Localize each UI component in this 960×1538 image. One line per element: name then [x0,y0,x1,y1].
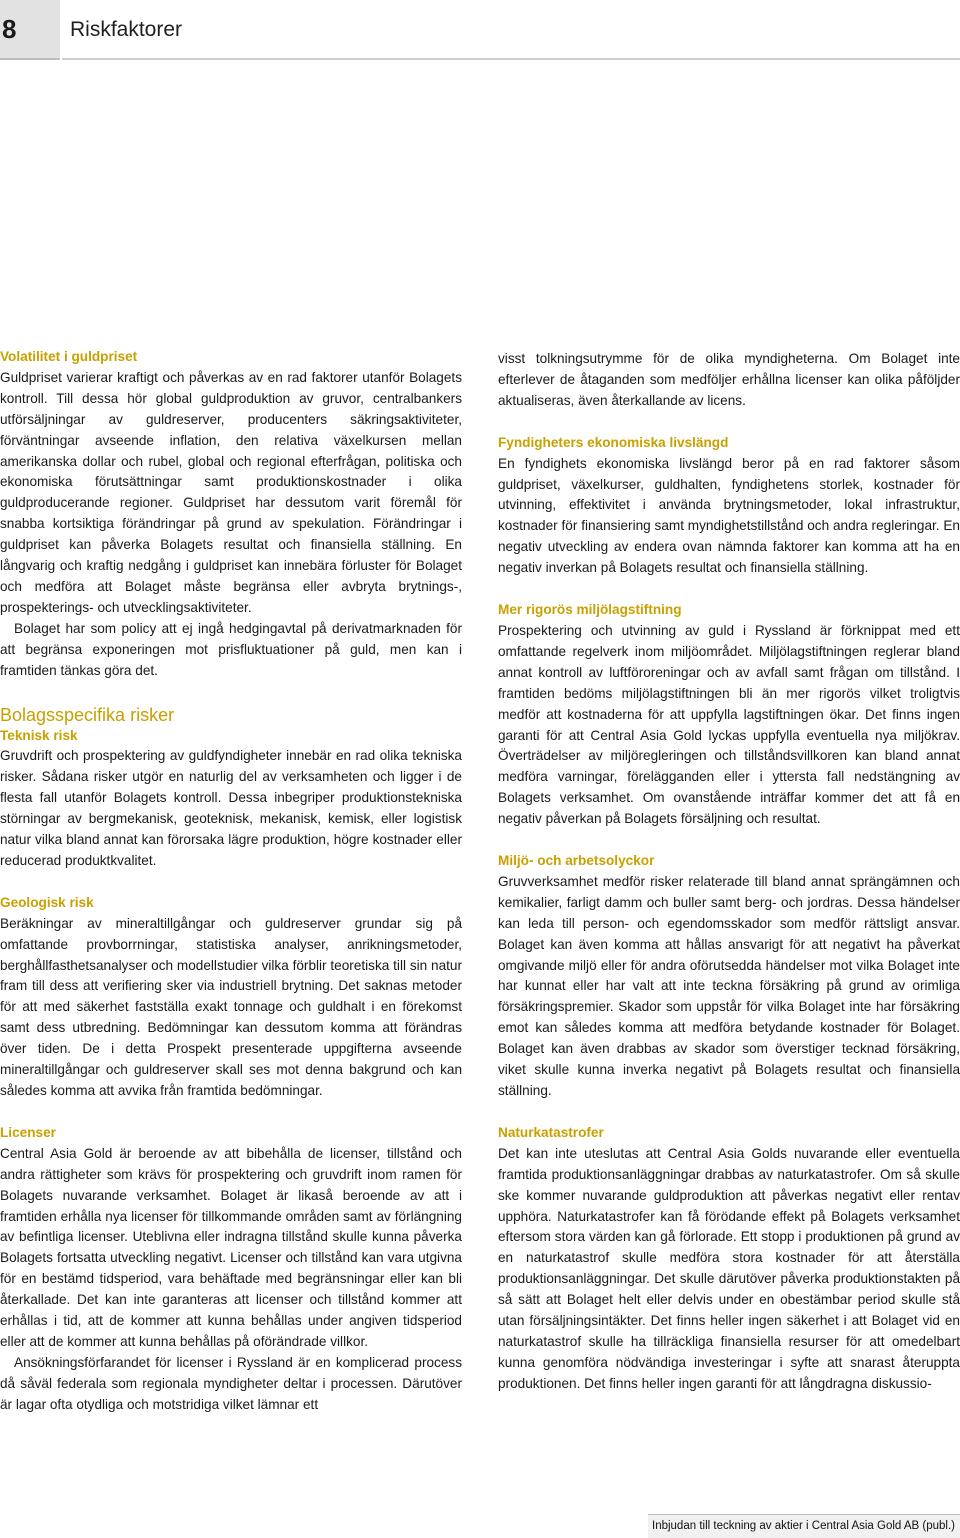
subheading-deposit-life: Fyndigheters ekonomiska livslängd [498,434,729,450]
section-heading-company-risks: Bolagsspecifika risker [0,704,175,725]
chapter-title: Riskfaktorer [62,0,960,60]
subheading-licenses: Licenser [0,1124,56,1140]
paragraph-environmental-legislation: Prospektering och utvinning av guld i Ryssland är förknippat med ett omfattande regelverk inom miljöområdet. Miljölagstiftningen reglerar bland annat kontroll av luftföroreningar och av avfall samt frågan om tillstånd. I framtiden bedöms miljölagstiftningen bli än mer rigorös vilket troligtvis medför att kostnaderna för att uppfylla lagstiftningen ökar. Det finns ingen garanti för att Central Asia Gold lyckas uppfylla eventuella nya miljökrav. Överträdelser av miljöregleringen och tillståndsvillkoren kan bland annat medföra varningar, förelägganden eller i yttersta fall nedstängning av Bolagets verksamhet. Om ovanstående inträffar kommer det att få en negativ påverkan på Bolagets försäljning och resultat. [498,622,960,827]
paragraph-natural-disasters: Det kan inte uteslutas att Central Asia Golds nuvarande eller eventuella framtida produktionsanläggningar drabbas av naturkatastrofer. Om så skulle ske kommer nuvarande guldproduktion att påverkas negativt eller rentav upphöra. Naturkatastrofer kan få förödande effekt på Bolagets verksamhet eftersom stora värden kan gå förlorade. Ett stopp i produktionen på grund av en naturkatastrof skulle medföra stora kostnader för att återställa produktionsanläggningar. Det skulle därutöver påverka produktionstakten på så sätt att Bolaget helt eller delvis under en obestämbar period skulle stå utan försäljningsintäkter. Det finns heller ingen säkerhet i att Bolaget vid en naturkatastrof skulle ha tillräckliga finansiella resurser för att omedelbart kunna genomföra nödvändiga investeringar i syfte att snarast återuppta produktionen. Det finns heller ingen garanti för att långdragna diskussio- [498,1145,960,1391]
page-header [0,0,960,60]
page-footer: Inbjudan till teckning av aktier i Central Asia Gold AB (publ.) [648,1514,960,1538]
subheading-work-accidents: Miljö- och arbetsolyckor [498,853,655,869]
paragraph-deposit-life: En fyndighets ekonomiska livslängd beror på en rad faktorer såsom guldpriset, växelkurser, guldhalten, fyndighetens storlek, kostnader för utvinning, effektivitet i använda brytningsmetoder, lokal infrastruktur, kostnader för finansiering samt myndighetstillstånd och andra regleringar. En negativ utveckling av endera ovan nämnda faktorer kan komma att ha en negativ inverkan på Bolagets resultat och finansiella ställning. [498,455,960,576]
subheading-natural-disasters: Naturkatastrofer [498,1124,604,1140]
paragraph-work-accidents: Gruvverksamhet medför risker relaterade till bland annat sprängämnen och kemikalier, farligt damm och buller samt berg- och jordras. Dessa händelser kan leda till person- och egendomsskador som medför rättsligt ansvar. Bolaget kan även komma att hållas ansvarigt för att negativt ha påverkat omgivande miljö eller för andra oförutsedda händelser mot vilka Bolaget inte har kunnat eller har valt att inte teckna försäkring på grund av orimliga försäkringspremier. Skador som uppstår för vilka Bolaget inte har försäkring emot kan således komma att medföra betydande kostnader för Bolaget. Bolaget kan även drabbas av skador som överstiger tecknad försäkring, viket skulle kunna inverka negativt på Bolagets resultat och finansiella ställning. [498,873,960,1098]
paragraph-volatility-2: Bolaget har som policy att ej ingå hedgingavtal på derivatmarknaden för att begränsa exponeringen mot prisfluktuationer på guld, men kan i framtiden tänkas göra det. [0,620,462,678]
paragraph-geological-risk: Beräkningar av mineraltillgångar och guldreserver grundar sig på omfattande provborrningar, statistiska analyser, anrikningsmetoder, berghållfasthetsanalyser och modellstudier vilka förblir teoretiska till sin natur fram till dess att verifiering sker via industriell brytning. Det saknas metoder för att med säkerhet fastställa exakt tonnage och guldhalt i en förekomst samt dess utbredning. Bedömningar kan dessutom komma att förändras över tiden. De i detta Prospekt presenterade uppgifterna avseende mineraltillgångar och guldreserver skall ses mot denna bakgrund och kan således komma att avvika från framtida bedömningar. [0,915,462,1098]
paragraph-technical-risk: Gruvdrift och prospektering av guldfyndigheter innebär en rad olika tekniska risker. Sådana risker utgör en naturlig del av verksamheten och ligger i de flesta fall utanför Bolagets kontroll. Dessa inbegriper produktionstekniska störningar av bergmekanisk, geoteknisk, mekanisk, kemisk, eller logistisk natur vilka bland annat kan förorsaka lägre produktion, högre kostnader eller reducerad produktkvalitet. [0,748,462,868]
paragraph-licenses-2: Ansökningsförfarandet för licenser i Ryssland är en komplicerad process då såväl federala som regionala myndigheter deltar i processen. Därutöver är lagar ofta otydliga och motstridiga vilket lämnar ett [0,1354,462,1412]
subheading-environmental-legislation: Mer rigorös miljölagstiftning [498,602,682,618]
right-column [498,349,960,1395]
subheading-geological-risk: Geologisk risk [0,894,94,910]
paragraph-licenses-continued: visst tolkningsutrymme för de olika myndigheterna. Om Bolaget inte efterlever de åtaganden som medföljer erhållna licenser kan olika påföljder aktualiseras, även återkallande av licens. [498,351,960,408]
section-heading-volatility: Volatilitet i guldpriset [0,349,138,364]
paragraph-licenses-1: Central Asia Gold är beroende av att bibehålla de licenser, tillstånd och andra rättigheter som krävs för prospektering och gruvdrift inom ramen för Bolagets nuvarande verksamhet. Bolaget är likaså beroende av att i framtiden erhålla nya licenser för tillkommande områden samt av förlängning av befintliga licenser. Uteblivna eller indragna tillstånd skulle kunna påverka Bolagets fortsatta utveckling negativt. Licenser och tillstånd kan vara utgivna för en bestämd tidsperiod, vara behäftade med begränsningar eller kan bli återkallade. Det kan inte garanteras att licenser och tillstånd kommer att erhållas i tid, att de kommer att kunna behållas under angiven tidsperiod eller att de kommer att kunna behållas på oförändrade villkor. [0,1145,462,1349]
subheading-technical-risk: Teknisk risk [0,727,78,743]
paragraph-volatility-1: Guldpriset varierar kraftigt och påverkas av en rad faktorer utanför Bolagets kontroll. Till dessa hör global guldproduktion av gruvor, centralbankers utförsäljningar av guldreserver, producenters säkringsaktiviteter, förväntningar avseende inflation, den relativa växelkursen mellan amerikanska dollar och rubel, global och regional efterfrågan, politiska och ekonomiska förutsättningar samt produktionskostnader i olika guldproducerande regioner. Guldpriset har dessutom varit föremål för snabba kortsiktiga förändringar på grund av spekulation. Förändringar i guldpriset kan påverka Bolagets resultat och finansiella ställning. En långvarig och kraftig nedgång i guldpriset kan innebära förluster för Bolaget och medföra att Bolaget måste begränsa eller avbryta brytnings-, prospekterings- och utvecklingsaktiviteter. [0,369,462,615]
left-column [0,347,462,1416]
page-number: 8 [0,0,60,60]
